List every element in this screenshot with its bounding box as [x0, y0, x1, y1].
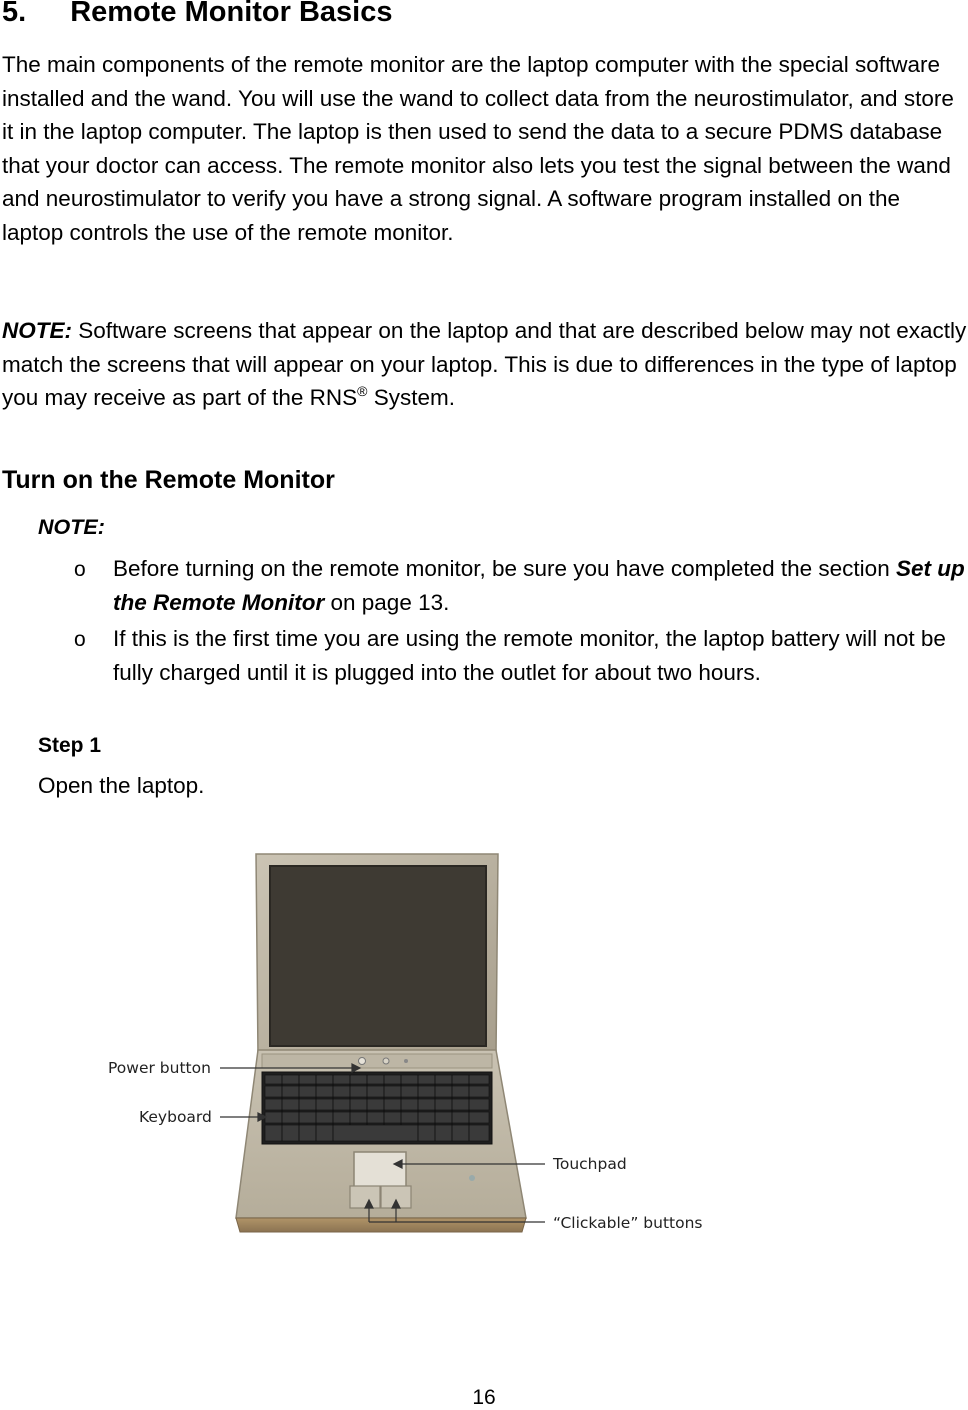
indicator-light	[383, 1058, 389, 1064]
registered-mark: ®	[357, 383, 368, 399]
note-text-before: Software screens that appear on the laptop and that are described below may not exactly match the screens that will appear on your laptop. This is due to differences in the type of laptop you may receive as part of the RNS	[2, 318, 967, 410]
clickable-buttons-callout: “Clickable” buttons	[553, 1214, 703, 1232]
section-heading	[2, 0, 392, 29]
bullet-item: If this is the first time you are using the remote monitor, the laptop battery will not be fully charged until it is plugged into the outlet for about two hours.	[113, 626, 946, 685]
touchpad	[354, 1152, 406, 1188]
keyboard-callout: Keyboard	[139, 1108, 212, 1126]
subsection-heading	[2, 466, 335, 495]
logo-dot	[469, 1175, 475, 1181]
setup-section-link: Set up the Remote Monitor	[113, 556, 965, 615]
power-button-callout: Power button	[108, 1059, 211, 1077]
note-text-after: System.	[367, 385, 456, 410]
hinge-strip	[262, 1054, 492, 1068]
note-paragraph	[2, 314, 967, 415]
bullet1-after: on page 13.	[324, 590, 450, 615]
indicator-light	[404, 1059, 408, 1063]
touchpad-callout: Touchpad	[553, 1155, 627, 1173]
power-button	[359, 1058, 366, 1065]
turn-on-heading: Turn on the Remote Monitor	[2, 466, 335, 494]
bullet-item	[113, 552, 965, 620]
bullet-marker: o	[74, 628, 86, 651]
page-number: 16	[472, 1386, 496, 1409]
step-text: Open the laptop.	[38, 773, 205, 798]
note-label: NOTE:	[2, 318, 72, 343]
bullet1-before: Before turning on the remote monitor, be sure you have completed the section	[113, 556, 896, 581]
note-sub-label: NOTE:	[38, 515, 105, 539]
section-title: Remote Monitor Basics	[70, 0, 393, 28]
laptop-front-edge	[236, 1218, 526, 1232]
laptop-figure	[0, 840, 968, 1260]
section-number: 5.	[2, 0, 27, 28]
step-label: Step 1	[38, 734, 102, 757]
laptop-screen	[270, 866, 486, 1046]
bullet-marker: o	[74, 558, 86, 581]
intro-paragraph: The main components of the remote monitor are the laptop computer with the special software installed and the wand. You will use the wand to collect data from the neurostimulator, and store it in the laptop computer. The laptop is then used to send the data to a secure PDMS database that your doctor can access. The remote monitor also lets you test the signal between the wand and neurostimulator to verify you have a strong signal. A software program installed on the laptop controls the use of the remote monitor.	[2, 52, 954, 245]
left-click-button	[350, 1186, 380, 1208]
